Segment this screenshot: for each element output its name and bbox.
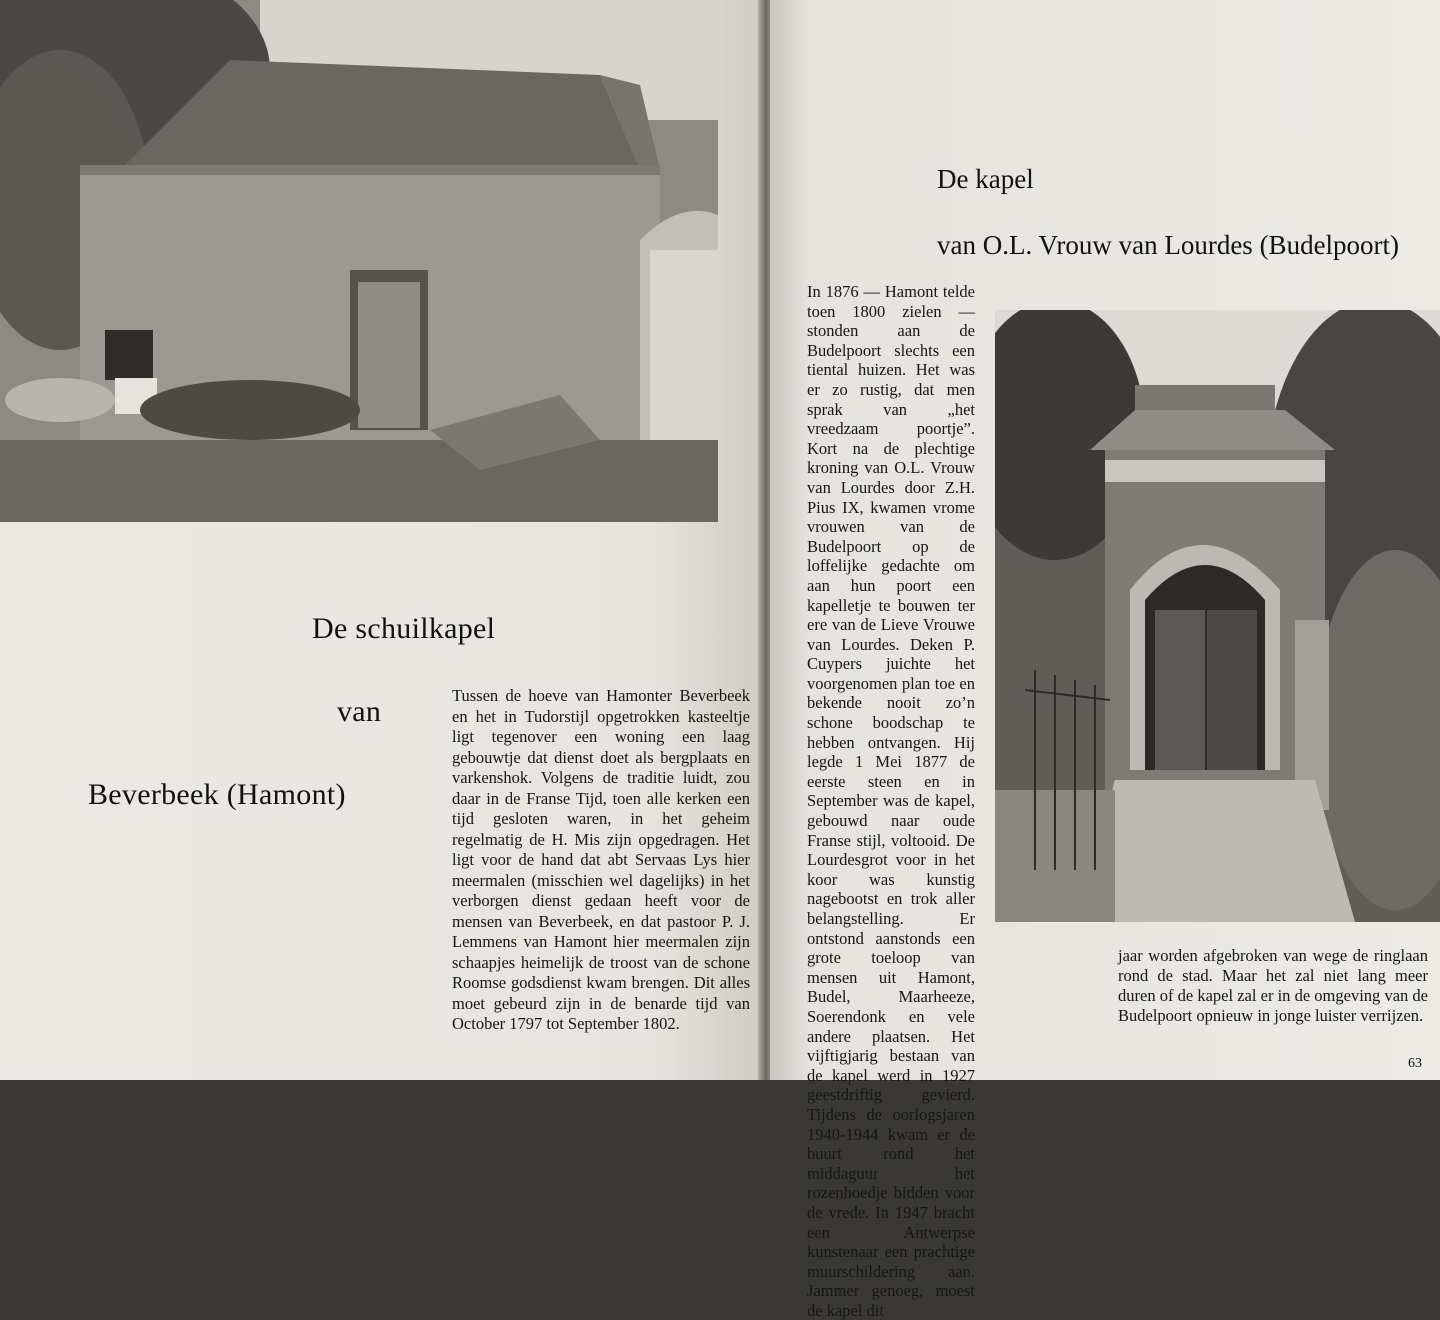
right-body-paragraph: In 1876 — Hamont telde toen 1800 zielen — stonden aan de Budelpoort slechts een tiental huizen. Het was er zo rustig, dat men sprak van „het vreedzaam poortje”. Kort na de plechtige kroning van O.L. Vrouw van Lourdes door Z.H. Pius IX, kwamen vrome vrouwen van de Budelpoort op de loffelijke gedachte om aan hun poort een kapelletje te bouwen ter ere van de Lieve Vrouwe van Lourdes. Deken P. Cuypers juichte het voorgenomen plan toe en bekende nooit zo’n schone boodschap te hebben ontvangen. Hij legde 1 Mei 1877 de eerste steen en in September was de kapel, gebouwd naar oude Franse stijl, voltooid. De Lourdesgrot voor in het koor was kunstig nagebootst en trok aller belangstelling. Er ontstond aanstonds een grote toeloop van mensen uit Hamont, Budel, Maarheeze, Soerendonk en vele andere plaatsen. Het vijftigjarig bestaan van de kapel werd in 1927 geestdriftig gevierd. Tijdens de oorlogsjaren 1940-1944 kwam er de buurt rond het middaguur het rozenhoedje bidden voor de vrede. In 1947 bracht een Antwerpse kunstenaar een prachtige muurschildering aan. Jammer genoeg, moest de kapel dit	[807, 282, 975, 1320]
left-title-line-3: Beverbeek (Hamont)	[88, 778, 346, 811]
right-body-continuation	[1118, 946, 1428, 1026]
right-title-line-2: van O.L. Vrouw van Lourdes (Budelpoort)	[937, 230, 1400, 260]
chapel-photo	[995, 310, 1440, 922]
barn-photo	[0, 0, 718, 522]
left-body-text	[452, 686, 750, 1035]
left-title-line-2: van	[337, 695, 382, 728]
right-title-line-1: De kapel	[937, 164, 1034, 194]
right-body-continuation-text: jaar worden afgebroken van wege de ringlaan rond de stad. Maar het zal niet lang meer duren of de kapel zal er in de omgeving van de Budelpoort opnieuw in jonge luister verrijzen.	[1118, 946, 1428, 1025]
right-page	[770, 0, 1440, 1320]
right-body-column	[807, 282, 975, 1320]
page-number: 63	[1408, 1056, 1422, 1071]
left-body-paragraph: Tussen de hoeve van Hamonter Beverbeek en het in Tudorstijl opgetrokken kasteeltje ligt tegenover een woning een laag gebouwtje dat dienst doet als bergplaats en varkenshok. Volgens de traditie luidt, zou daar in de Franse Tijd, toen alle kerken een tijd gesloten waren, in het geheim regelmatig de H. Mis zijn opgedragen. Het ligt voor de hand dat abt Servaas Lys hier meermalen (misschien wel dagelijks) in het verborgen dienst gedaan heeft voor de mensen van Beverbeek, en dat pastoor P. J. Lemmens van Hamont hier meermalen zijn schaapjes heimelijk de troost van de schone Roomse godsdienst kwam brengen. Dit alles moet gebeurd zijn in de benarde tijd van October 1797 tot September 1802.	[452, 686, 750, 1033]
left-title-line-1: De schuilkapel	[312, 612, 496, 645]
left-page	[0, 0, 762, 1080]
